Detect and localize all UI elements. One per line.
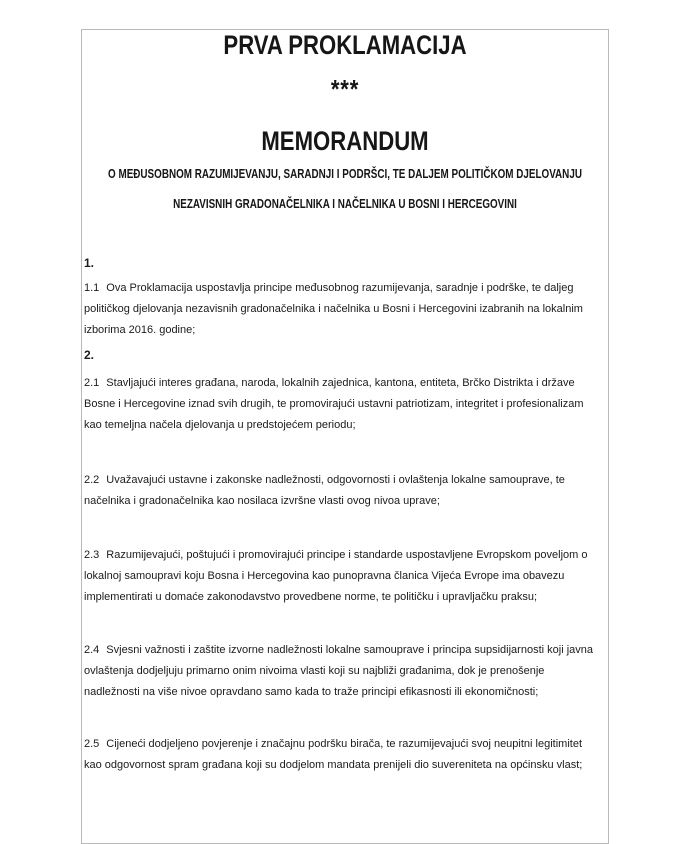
- document-title: PRVA PROKLAMACIJA: [223, 30, 467, 60]
- subtitle-line-2: NEZAVISNIH GRADONAČELNIKA I NAČELNIKA U BOSNI I HERCEGOVINI: [173, 196, 517, 211]
- paragraph-2-3-number: 2.3: [84, 549, 100, 561]
- paragraph-2-1: [84, 373, 602, 436]
- paragraph-1-1: [84, 278, 602, 341]
- paragraph-2-4-number: 2.4: [84, 644, 100, 656]
- paragraph-2-1-text: Stavljajući interes građana, naroda, lokalnih zajednica, kantona, entiteta, Brčko Distrikta i države Bosne i Hercegovine iznad svih drugih, te promovirajući ustavni patriotizam, integritet i profesionalizam kao temeljna načela djelovanja u predstojećem periodu;: [84, 377, 584, 431]
- paragraph-2-2-number: 2.2: [84, 474, 100, 486]
- paragraph-2-2-text: Uvažavajući ustavne i zakonske nadležnosti, odgovornosti i ovlaštenja lokalne samouprave, te načelnika i gradonačelnika kao nosilaca izvršne vlasti ovog nivoa uprave;: [84, 474, 565, 507]
- section-1-number: 1.: [84, 256, 95, 270]
- paragraph-2-5: [84, 734, 602, 776]
- memorandum-heading: MEMORANDUM: [261, 126, 429, 156]
- document-page: [81, 29, 609, 844]
- paragraph-2-5-number: 2.5: [84, 738, 100, 750]
- paragraph-1-1-text: Ova Proklamacija uspostavlja principe međusobnog razumijevanja, saradnje i podrške, te daljeg političkog djelovanja nezavisnih gradonačelnika i načelnika u Bosni i Hercegovini izabranih na lokalnim izborima 2016. godine;: [84, 282, 583, 336]
- paragraph-2-4-text: Svjesni važnosti i zaštite izvorne nadležnosti lokalne samouprave i principa supsidijarnosti koji javna ovlaštenja dodjeljuju primarno onim nivoima vlasti koji su najbliži građanima, dok je prenošenje nadležnosti na više nivoe opravdano samo kada to traže principi efikasnosti ili ekonomičnosti;: [84, 644, 593, 698]
- subtitle-line-1: O MEĐUSOBNOM RAZUMIJEVANJU, SARADNJI I PODRŠCI, TE DALJEM POLITIČKOM DJELOVANJU: [108, 166, 582, 181]
- section-2-number: 2.: [84, 348, 95, 362]
- paragraph-2-3: [84, 545, 602, 608]
- paragraph-2-3-text: Razumijevajući, poštujući i promovirajući principe i standarde uspostavljene Evropskom poveljom o lokalnoj samoupravi koju Bosna i Hercegovina kao punopravna članica Vijeća Evrope ima obavezu implementirati u domaće zakonodavstvo provedbene norme, te političku i upravljačku praksu;: [84, 549, 588, 603]
- paragraph-2-1-number: 2.1: [84, 377, 100, 389]
- paragraph-2-5-text: Cijeneći dodjeljeno povjerenje i značajnu podršku birača, te razumijevajući svoj neupitni legitimitet kao odgovornost spram građana koji su dodjelom mandata prenijeli dio suvereniteta na općinsku vlast;: [84, 738, 583, 771]
- paragraph-1-1-number: 1.1: [84, 282, 100, 294]
- paragraph-2-2: [84, 470, 602, 512]
- paragraph-2-4: [84, 640, 602, 703]
- asterisk-separator: ***: [330, 74, 360, 104]
